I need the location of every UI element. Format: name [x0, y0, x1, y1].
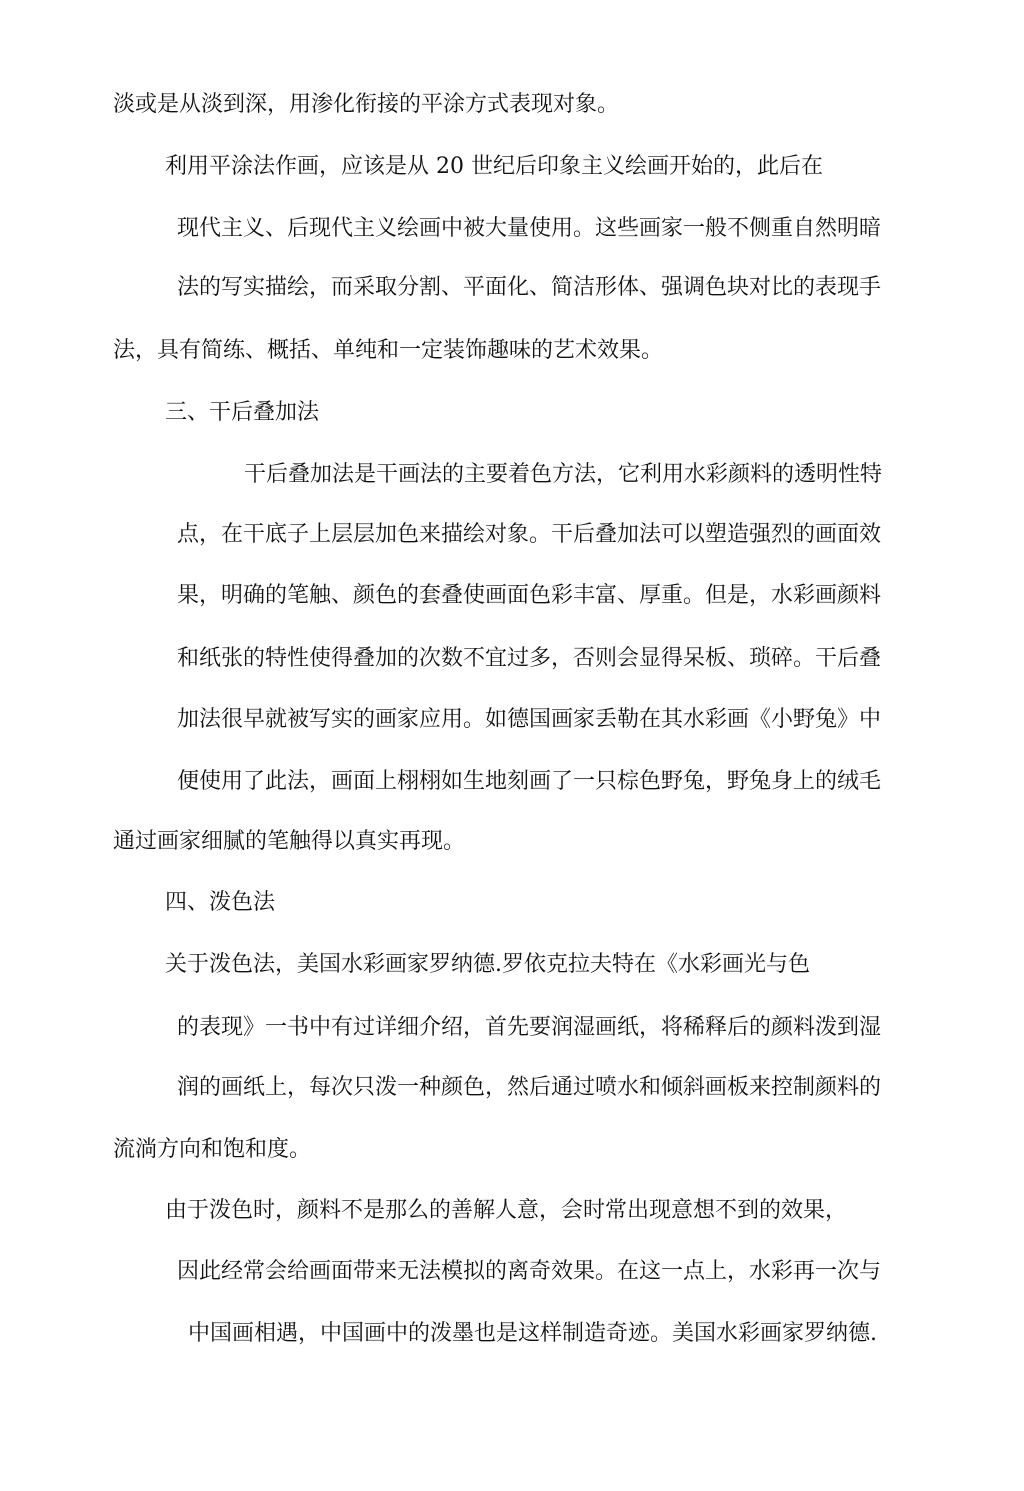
- text-line: 法的写实描绘，而采取分割、平面化、简洁形体、强调色块对比的表现手: [177, 275, 882, 300]
- text-line: 的表现》一书中有过详细介绍，首先要润湿画纸，将稀释后的颜料泼到湿: [177, 1015, 882, 1040]
- text-line: 由于泼色时，颜料不是那么的善解人意，会时常出现意想不到的效果，: [165, 1198, 848, 1223]
- text-line: 关于泼色法，美国水彩画家罗纳德.罗依克拉夫特在《水彩画光与色: [165, 952, 810, 977]
- text-line: 干后叠加法是干画法的主要着色方法，它利用水彩颜料的透明性特: [244, 462, 883, 487]
- text-line: 点，在干底子上层层加色来描绘对象。干后叠加法可以塑造强烈的画面效: [177, 522, 882, 547]
- text-line: 流淌方向和饱和度。: [113, 1137, 312, 1162]
- section-heading: 四、泼色法: [165, 890, 276, 915]
- text-line: 法，具有简练、概括、单纯和一定装饰趣味的艺术效果。: [113, 338, 664, 363]
- text-line: 因此经常会给画面带来无法模拟的离奇效果。在这一点上，水彩再一次与: [177, 1259, 882, 1284]
- text-line: 加法很早就被写实的画家应用。如德国画家丢勒在其水彩画《小野兔》中: [177, 707, 882, 732]
- section-heading: 三、干后叠加法: [165, 400, 320, 425]
- text-line: 果，明确的笔触、颜色的套叠使画面色彩丰富、厚重。但是，水彩画颜料: [177, 583, 882, 608]
- text-line: 中国画相遇，中国画中的泼墨也是这样制造奇迹。美国水彩画家罗纳德.: [188, 1321, 877, 1346]
- text-line: 现代主义、后现代主义绘画中被大量使用。这些画家一般不侧重自然明暗: [177, 216, 882, 241]
- text-line: 利用平涂法作画，应该是从 20 世纪后印象主义绘画开始的，此后在: [165, 154, 823, 179]
- text-line: 通过画家细腻的笔触得以真实再现。: [113, 829, 466, 854]
- text-line: 便使用了此法，画面上栩栩如生地刻画了一只棕色野兔，野兔身上的绒毛: [177, 769, 882, 794]
- text-line: 和纸张的特性使得叠加的次数不宜过多，否则会显得呆板、琐碎。干后叠: [177, 646, 882, 671]
- text-line: 淡或是从淡到深，用渗化衔接的平涂方式表现对象。: [113, 92, 620, 117]
- text-line: 润的画纸上，每次只泼一种颜色，然后通过喷水和倾斜画板来控制颜料的: [177, 1075, 882, 1100]
